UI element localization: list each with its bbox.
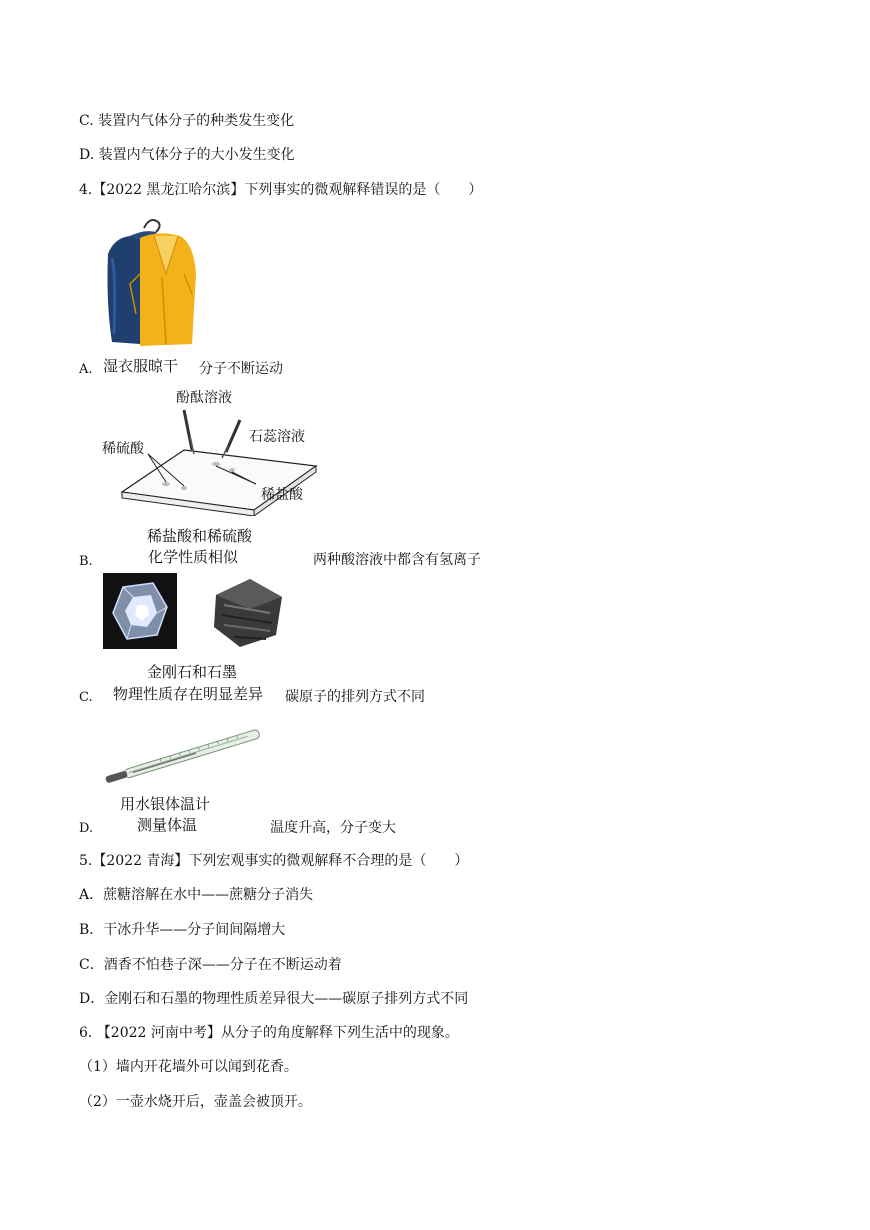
q4-option-b-explanation: 两种酸溶液中都含有氢离子 — [313, 552, 481, 568]
q4-option-c-caption-1: 金刚石和石墨 — [147, 663, 238, 681]
q6-part-1: （1）墙内开花墙外可以闻到花香。 — [79, 1059, 298, 1075]
q5-option-d: D．金刚石和石墨的物理性质差异很大——碳原子排列方式不同 — [79, 991, 469, 1007]
q4-option-a-explanation: 分子不断运动 — [199, 361, 283, 377]
q4-option-c-caption-2: 物理性质存在明显差异 — [113, 685, 264, 703]
litmus-label: 石蕊溶液 — [249, 429, 305, 445]
phenolphthalein-label: 酚酞溶液 — [176, 390, 232, 406]
graphite-image — [210, 575, 286, 649]
q4-option-b-letter: B. — [79, 554, 93, 569]
q4-option-d-explanation: 温度升高，分子变大 — [270, 820, 396, 836]
q5-stem: 5.【2022 青海】下列宏观事实的微观解释不合理的是（ ） — [79, 853, 469, 869]
wet-clothes-image — [100, 214, 200, 350]
diamond-image — [103, 573, 177, 649]
dilute-sulfuric-acid-label: 稀硫酸 — [102, 441, 144, 457]
dilute-hydrochloric-acid-label: 稀盐酸 — [261, 487, 303, 503]
q4-option-c-explanation: 碳原子的排列方式不同 — [285, 689, 425, 705]
q4-option-d-caption-1: 用水银体温计 — [120, 795, 211, 813]
thermometer-image — [100, 722, 266, 788]
q6-stem: 6. 【2022 河南中考】从分子的角度解释下列生活中的现象。 — [79, 1025, 459, 1041]
q3-option-d: D. 装置内气体分子的大小发生变化 — [79, 147, 295, 163]
q5-option-b: B．干冰升华——分子间间隔增大 — [79, 922, 286, 938]
q4-option-b-caption-1: 稀盐酸和稀硫酸 — [147, 527, 253, 545]
q5-option-a: A．蔗糖溶解在水中——蔗糖分子消失 — [79, 887, 314, 903]
q4-option-d-caption-2: 测量体温 — [137, 816, 198, 834]
q4-option-c-letter: C. — [79, 690, 93, 705]
q3-option-c: C. 装置内气体分子的种类发生变化 — [79, 113, 295, 129]
q4-stem: 4.【2022 黑龙江哈尔滨】下列事实的微观解释错误的是（ ） — [79, 182, 483, 198]
q4-option-b-caption-2: 化学性质相似 — [148, 548, 239, 566]
q4-option-a-caption: 湿衣服晾干 — [103, 357, 179, 375]
q4-option-a-letter: A. — [79, 362, 93, 377]
q4-option-d-letter: D. — [79, 821, 94, 836]
q5-option-c: C．酒香不怕巷子深——分子在不断运动着 — [79, 957, 342, 973]
q6-part-2: （2）一壶水烧开后，壶盖会被顶开。 — [79, 1094, 312, 1110]
